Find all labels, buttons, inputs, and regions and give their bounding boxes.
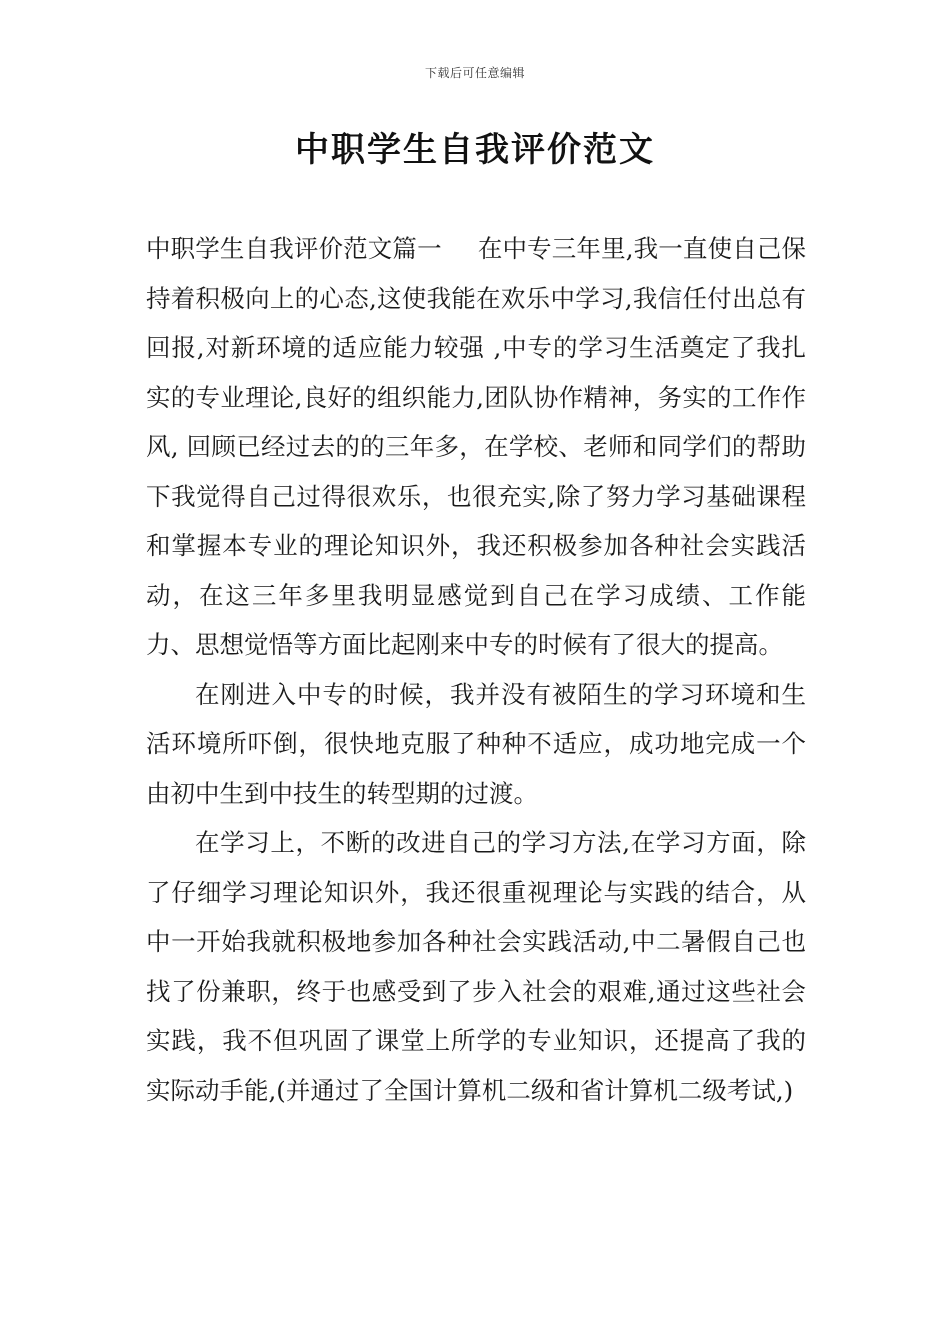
paragraph-1 (146, 224, 806, 670)
paragraph-3: 在学习上，不断的改进自己的学习方法,在学习方面，除了仔细学习理论知识外，我还很重视理论与实践的结合，从中一开始我就积极地参加各种社会实践活动,中二暑假自己也找了份兼职，终于也感受到了步入社会的艰难,通过这些社会实践，我不但巩固了课堂上所学的专业知识，还提高了我的实际动手能,(并通过了全国计算机二级和省计算机二级考试,) (146, 828, 806, 1105)
section-heading: 中职学生自我评价范文篇一 (146, 234, 442, 263)
page-title: 中职学生自我评价范文 (295, 130, 655, 170)
paragraph-2: 在刚进入中专的时候，我并没有被陌生的学习环境和生活环境所吓倒，很快地克服了种种不适应，成功地完成一个由初中生到中技生的转型期的过渡。 (146, 679, 806, 808)
paragraph-text: 在中专三年里,我一直使自己保持着积极向上的心态,这使我能在欢乐中学习,我信任付出总有回报,对新环境的适应能力较强 ,中专的学习生活奠定了我扎实的专业理论,良好的组织能力,团队协作精神，务实的工作作风, 回顾已经过去的的三年多，在学校、老师和同学们的帮助下我觉得自己过得很欢乐，也很充实,除了努力学习基础课程和掌握本专业的理论知识外，我还积极参加各种社会实践活动，在这三年多里我明显感觉到自己在学习成绩、工作能力、思想觉悟等方面比起刚来中专的时候有了很大的提高。 (146, 234, 806, 659)
document-body (146, 224, 806, 1115)
header-note: 下载后可任意编辑 (424, 66, 525, 80)
